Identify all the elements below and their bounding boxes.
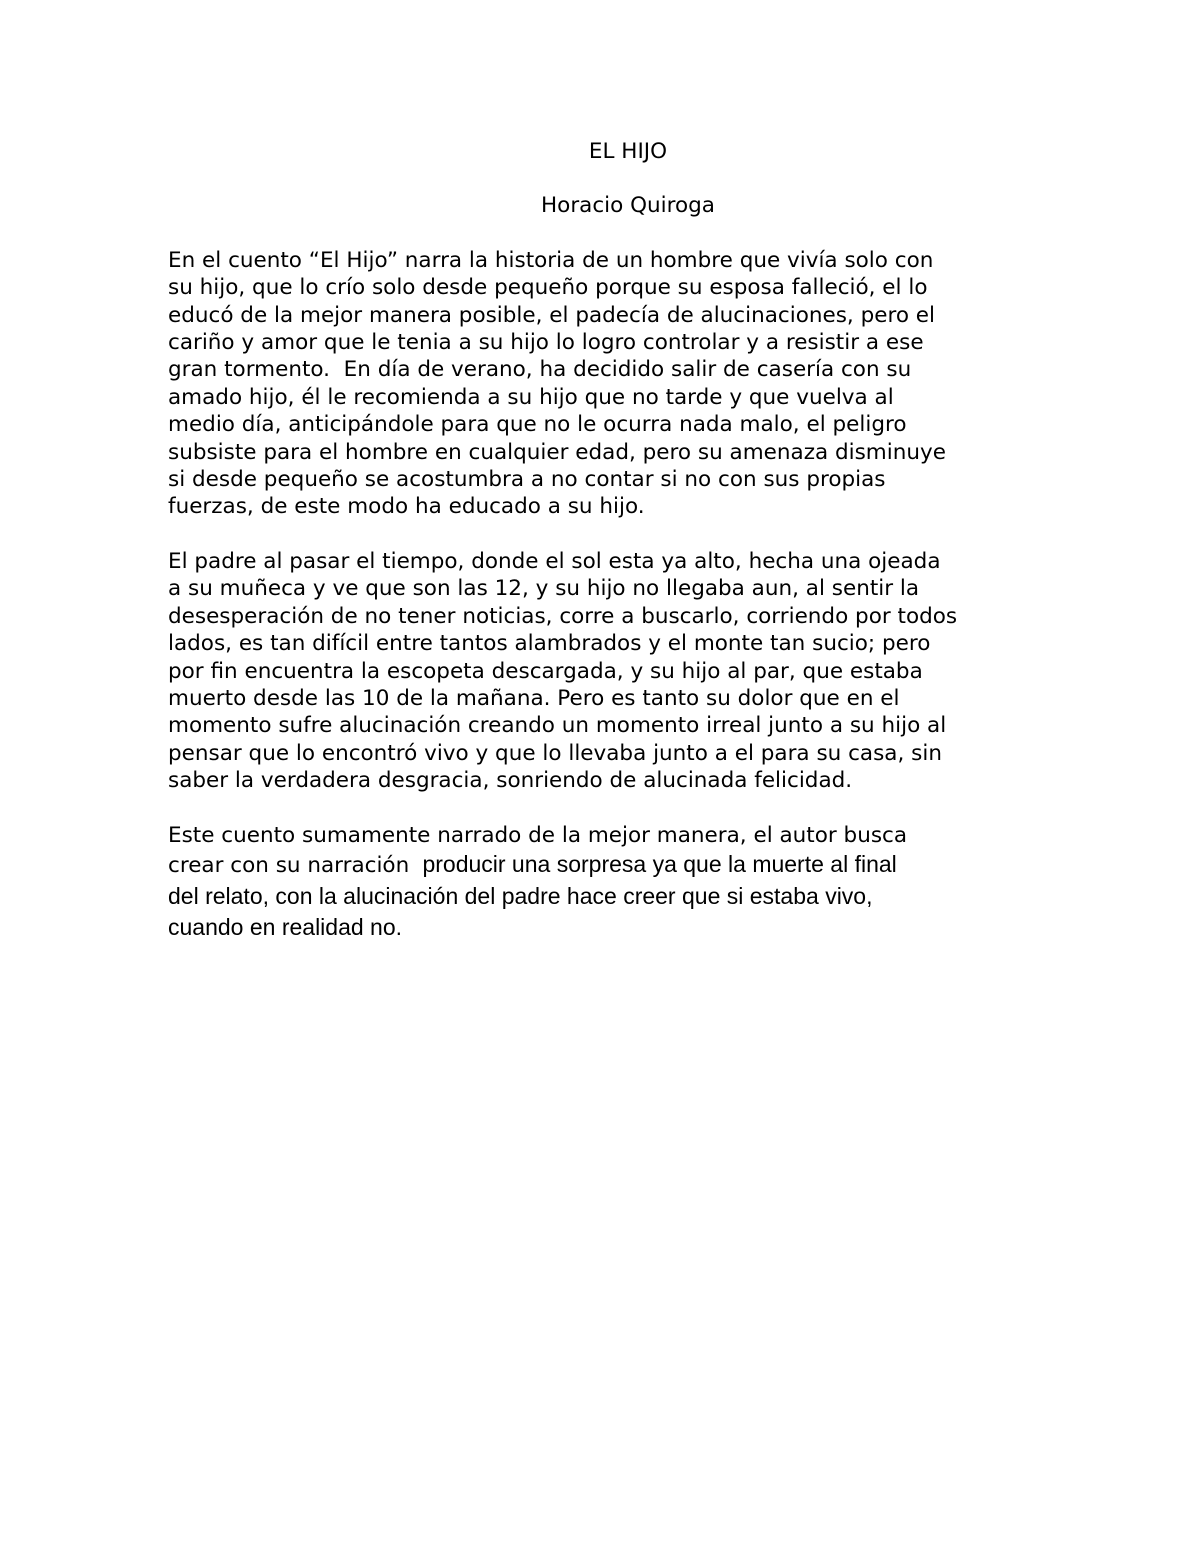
document-author: Horacio Quiroga: [541, 193, 715, 219]
paragraph-line: medio día, anticipándole para que no le ocurra nada malo, el peligro: [168, 412, 907, 438]
paragraph-line: su hijo, que lo crío solo desde pequeño porque su esposa falleció, el lo: [168, 275, 928, 301]
paragraph-text-fragment: crear con su narración: [168, 852, 417, 878]
paragraph-line: desesperación de no tener noticias, corre a buscarlo, corriendo por todos: [168, 603, 958, 629]
paragraph-line: educó de la mejor manera posible, el padecía de alucinaciones, pero el: [168, 302, 936, 328]
paragraph-line: Este cuento sumamente narrado de la mejor manera, el autor busca: [168, 822, 908, 848]
document-body: [168, 138, 1048, 970]
paragraph-2: [168, 548, 1048, 795]
paragraph-line: a su muñeca y ve que son las 12, y su hijo no llegaba aun, al sentir la: [168, 576, 920, 602]
paragraph-line: subsiste para el hombre en cualquier edad, pero su amenaza disminuye: [168, 439, 946, 465]
paragraph-line: El padre al pasar el tiempo, donde el sol esta ya alto, hecha una ojeada: [168, 548, 941, 574]
paragraph-line: amado hijo, él le recomienda a su hijo que no tarde y que vuelva al: [168, 384, 894, 410]
paragraph-line: fuerzas, de este modo ha educado a su hijo.: [168, 494, 645, 520]
paragraph-line-mixed: [168, 849, 1048, 881]
paragraph-line: del relato, con la alucinación del padre hace creer que si estaba vivo,: [168, 882, 873, 909]
paragraph-line: gran tormento. En día de verano, ha decidido salir de casería con su: [168, 357, 912, 383]
paragraph-line: si desde pequeño se acostumbra a no contar si no con sus propias: [168, 467, 886, 493]
paragraph-line: momento sufre alucinación creando un momento irreal junto a su hijo al: [168, 713, 947, 739]
paragraph-line: por fin encuentra la escopeta descargada, y su hijo al par, que estaba: [168, 658, 923, 684]
document-title: EL HIJO: [588, 139, 668, 164]
paragraph-line: En el cuento “El Hijo” narra la historia de un hombre que vivía solo con: [168, 247, 934, 273]
paragraph-line: pensar que lo encontró vivo y que lo llevaba junto a el para su casa, sin: [168, 740, 942, 766]
paragraph-line: muerto desde las 10 de la mañana. Pero es tanto su dolor que en el: [168, 685, 900, 711]
paragraph-line: lados, es tan difícil entre tantos alambrados y el monte tan sucio; pero: [168, 631, 931, 657]
paragraph-text-fragment: producir una sorpresa ya que la muerte al final: [416, 850, 897, 877]
paragraph-line: cariño y amor que le tenia a su hijo lo logro controlar y a resistir a ese: [168, 330, 924, 356]
paragraph-3: [168, 822, 1048, 943]
paragraph-line: saber la verdadera desgracia, sonriendo de alucinada felicidad.: [168, 768, 853, 794]
paragraph-line: cuando en realidad no.: [168, 913, 403, 940]
paragraph-1: [168, 247, 1048, 521]
